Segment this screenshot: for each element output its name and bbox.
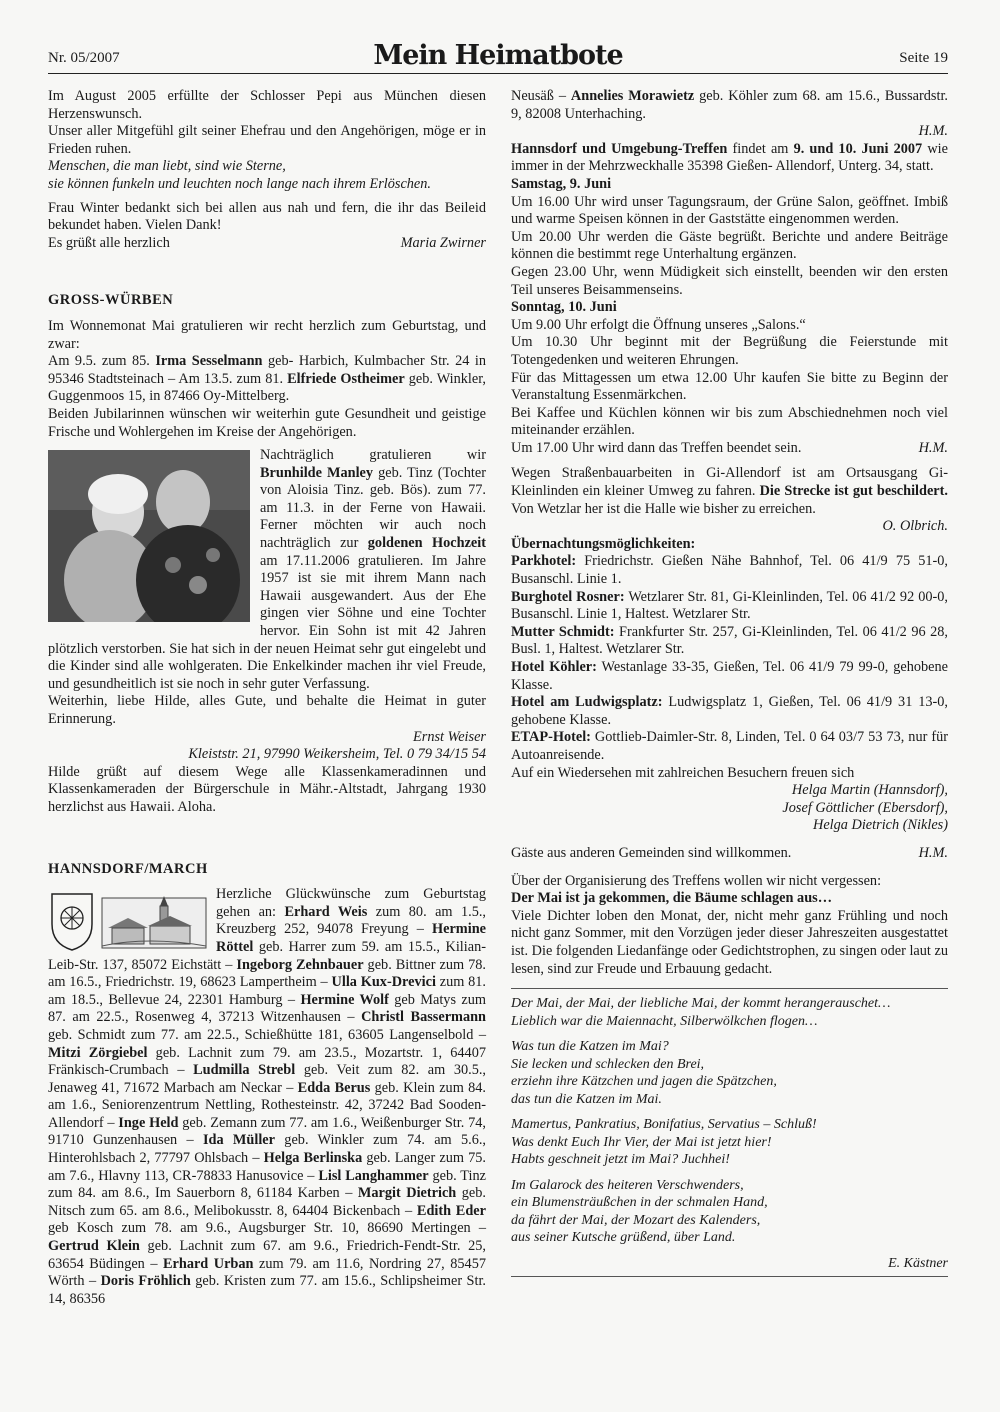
hotel-item (511, 589, 948, 624)
page-number: Seite 19 (899, 50, 948, 66)
poem-line: Der Mai, der Mai, der liebliche Mai, der kommt herangerauschet… (511, 996, 891, 1012)
paragraph: Wegen Straßenbauarbeiten in Gi-Allendorf ist am Ortsausgang Gi-Kleinlinden ein kleiner Umweg zu fahren. Die Strecke ist gut beschildert. Von Wetzlar her ist die Halle wie bisher zu erreichen. (511, 465, 948, 517)
poem-line: Habts geschneit jetzt im Mai? Juchhei! (511, 1152, 730, 1168)
greeting: Es grüßt alle herzlich (48, 234, 170, 251)
hotel-item (511, 729, 948, 764)
birthday-detail: geb. Nitsch zum 65. am 8.6., Melibokusstr. 8, 64404 Bickenbach – (48, 1185, 486, 1219)
coat-of-arms-icon (48, 888, 208, 952)
paragraph: Viele Dichter loben den Monat, der, nicht mehr ganz Frühling und noch nicht ganz Sommer, mit den Vorzügen jeder dieser Jahreszeiten ausgestattet ist. Die folgenden Liedanfänge oder Gedichtstrophen, zu singen oder laut zu lesen, sind zur Freude und Erbauung gedacht. (511, 907, 948, 977)
birthday-detail: geb. Tinz zum 84. am 8.6., Im Sauerborn 8, 61184 Karben – (48, 1167, 487, 1202)
birthday-detail: zum 80. am 1.5., Kreuzberg 252, 94078 Freyung – (216, 903, 486, 938)
signature: Ernst Weiser (413, 728, 486, 745)
hotel-item (511, 553, 948, 588)
poem-line: Was denkt Euch Ihr Vier, der Mai ist jetzt hier! (511, 1134, 772, 1150)
person-name: Gertrud Klein (48, 1238, 140, 1255)
person-name: Ingeborg Zehnbauer (236, 956, 364, 973)
poem-line: Mamertus, Pankratius, Bonifatius, Servatius – Schluß! (511, 1117, 817, 1133)
section-heading: HANNSDORF/MARCH (48, 860, 208, 877)
paragraph: Weiterhin, liebe Hilde, alles Gute, und behalte die Heimat in guter Erinnerung. (48, 693, 486, 727)
schedule-item: Um 16.00 Uhr wird unser Tagungsraum, der Grüne Salon, geöffnet. Imbiß und warme Speisen können in der Gaststätte eingenommen werden. (511, 193, 948, 228)
person-name: Edda Berus (297, 1079, 371, 1096)
person-name: Hermine Wolf (300, 991, 389, 1008)
birthday-detail: zum 79. am 11.6, Nordring 27, 85457 Wörth – (48, 1255, 486, 1290)
signature-line: Um 17.00 Uhr wird dann das Treffen beendet sein. H.M. (511, 439, 948, 456)
paragraph: Im Wonnemonat Mai gratulieren wir recht herzlich zum Geburtstag, und zwar: (48, 317, 486, 352)
person-name: Erhard Weis (284, 903, 368, 920)
signature: Helga Dietrich (Nikles) (813, 817, 948, 834)
left-column (48, 88, 486, 1308)
paragraph: Über der Organisierung des Treffens wollen wir nicht vergessen: (511, 872, 882, 889)
hotel-item (511, 659, 948, 694)
birthday-detail: geb. Lachnit zum 67. am 9.6., Friedrich-Fendt-Str. 25, 63654 Büdingen – (48, 1238, 486, 1272)
schedule-item: Gegen 23.00 Uhr, wenn Müdigkeit sich einstellt, beenden wir den ersten Teil unseres Beisammenseins. (511, 263, 948, 298)
hotel-name: Hotel am Ludwigsplatz: (511, 694, 663, 711)
poem-line: da fährt der Mai, der Mozart des Kalenders, (511, 1212, 761, 1228)
person-name: Christl Bassermann (361, 1009, 486, 1026)
hotel-name: Parkhotel: (511, 553, 577, 570)
event-title: Hannsdorf und Umgebung-Treffen (511, 140, 728, 157)
quote-line: Menschen, die man liebt, sind wie Sterne, (48, 158, 286, 175)
paragraph: Am 9.5. zum 85. Irma Sesselmann geb- Harbich, Kulmbacher Str. 24 in 95346 Stadtsteinach – Am 13.5. zum 81. Elfriede Ostheimer geb. Winkler, Guggenmoos 15, in 87466 Oy-Mittelberg. (48, 353, 486, 405)
address: Kleiststr. 21, 97990 Weikersheim, Tel. 0 79 34/15 54 (188, 746, 486, 763)
hotel-detail: Ludwigsplatz 1, Gießen, Tel. 06 41/9 31 13-0, gehobene Klasse. (511, 694, 948, 728)
paragraph: Hannsdorf und Umgebung-Treffen findet am 9. und 10. Juni 2007 wie immer in der Mehrzweckhalle 35398 Gießen- Allendorf, Unterg. 34, statt. (511, 140, 948, 175)
poem-line: das tun die Katzen im Mai. (511, 1091, 662, 1107)
person-name: Ida Müller (202, 1132, 275, 1149)
hotel-list (511, 553, 948, 764)
day-heading: Samstag, 9. Juni (511, 175, 612, 192)
masthead-title: Mein Heimatbote (373, 40, 623, 71)
signature: Maria Zwirner (400, 234, 486, 251)
schedule-item: Bei Kaffee und Küchlen können wir bis zum Abschiednehmen noch viel miteinander erzählen. (511, 404, 948, 439)
birthday-detail: geb. Klein zum 84. am 1.6., Seniorenzentrum Nettling, Rothesteinstr. 42, 37242 Bad Sooden-Allendorf – (48, 1079, 486, 1131)
poem-line: Sie lecken und schlecken den Brei, (511, 1056, 705, 1072)
paragraph: Unser aller Mitgefühl gilt seiner Ehefrau und den Angehörigen, möge er in Frieden ruhen. (48, 123, 486, 157)
birthday-detail: geb. Langer zum 75. am 7.6., Hlavny 113, CR-78833 Hanusovice – (48, 1150, 486, 1184)
poem-stanza (511, 1116, 948, 1169)
birthday-detail: geb Kosch zum 78. am 9.6., Augsburger Str. 10, 86690 Mertingen – (48, 1220, 486, 1237)
hotel-detail: Gottlieb-Daimler-Str. 8, Linden, Tel. 0 64 03/7 53 73, nur für Autoanreisende. (511, 729, 948, 763)
poem-line: Was tun die Katzen im Mai? (511, 1039, 669, 1055)
poem-line: Lieblich war die Maiennacht, Silberwölkchen flogen… (511, 1013, 818, 1029)
event-dates: 9. und 10. Juni 2007 (793, 140, 923, 157)
schedule-item: Für das Mittagessen um etwa 12.00 Uhr kaufen Sie bitte zu Beginn der Veranstaltung Essenmärkchen. (511, 369, 948, 404)
paragraph: Neusäß – Annelies Morawietz geb. Köhler zum 68. am 15.6., Bussardstr. 9, 82008 Unterhaching. (511, 88, 948, 122)
person-name: Mitzi Zörgiebel (48, 1044, 148, 1061)
person-name: Hermine Röttel (216, 921, 486, 955)
signature: E. Kästner (888, 1255, 948, 1271)
birthday-detail: geb. Harrer zum 59. am 15.5., Kilian-Leib-Str. 137, 85072 Eichstätt – (48, 938, 486, 973)
person-name: Brunhilde Manley (260, 464, 374, 481)
paragraph: Herzliche Glückwünsche zum Geburtstag gehen an: Erhard Weis zum 80. am 1.5., Kreuzberg 252, 94078 Freyung – Hermine Röttel geb. Harrer zum 59. am 15.5., Kilian-Leib-Str. 137, 85072 Eichstätt – Ingeborg Zehnbauer geb. Bittner zum 78. am 16.5., Friedrichstr. 19, 68623 Lampertheim – Ulla Kux-Drevici zum 81. am 18.5., Bellevue 24, 22301 Hamburg – Hermine Wolf geb Matys zum 87. am 22.5., Rosenweg 4, 37213 Witzenhausen – Christl Bassermann geb. Schmidt zum 77. am 22.5., Schießhütte 181, 63605 Langenselbold – Mitzi Zörgiebel geb. Lachnit zum 79. am 23.5., Mozartstr. 1, 64407 Fränkisch-Crumbach – Ludmilla Strebl geb. Veit zum 82. am 30.5., Jenaweg 41, 71672 Marbach am Neckar – Edda Berus geb. Klein zum 84. am 1.6., Seniorenzentrum Nettling, Rothesteinstr. 42, 37242 Bad Sooden-Allendorf – Inge Held geb. Zemann zum 77. am 1.6., Weißenburger Str. 74, 91710 Gunzenhausen – Ida Müller geb. Winkler zum 74. am 5.6., Hinterohlsbach 2, 77797 Ohlsbach – Helga Berlinska geb. Langer zum 75. am 7.6., Hlavny 113, CR-78833 Hanusovice – Lisl Langhammer geb. Tinz zum 84. am 8.6., Im Sauerborn 8, 61184 Karben – Margit Dietrich geb. Nitsch zum 65. am 8.6., Melibokusstr. 8, 64404 Bickenbach – Edith Eder geb Kosch zum 78. am 9.6., Augsburger Str. 10, 86690 Mertingen – Gertrud Klein geb. Lachnit zum 67. am 9.6., Friedrich-Fendt-Str. 25, 63654 Büdingen – Erhard Urban zum 79. am 11.6, Nordring 27, 85457 Wörth – Doris Fröhlich geb. Kristen zum 77. am 15.6., Schlipsheimer Str. 14, 86356 (48, 886, 487, 1307)
issue-number: Nr. 05/2007 (48, 50, 120, 66)
person-name: Ludmilla Strebl (193, 1062, 296, 1079)
hotel-name: Burghotel Rosner: (511, 588, 625, 605)
person-name: Ulla Kux-Drevici (331, 974, 436, 991)
signature: H.M. (918, 123, 948, 140)
couple-photo-icon (48, 450, 250, 622)
poem-line: aus seiner Kutsche grüßend, über Land. (511, 1230, 736, 1246)
birthday-detail: geb Matys zum 87. am 22.5., Rosenweg 4, 37213 Witzenhausen – (48, 991, 486, 1026)
birthday-detail: geb. Bittner zum 78. am 16.5., Friedrichstr. 19, 68623 Lampertheim – (48, 956, 486, 991)
couple-photo (48, 450, 250, 622)
paragraph: Frau Winter bedankt sich bei allen aus nah und fern, die ihr das Beileid bekundet haben. Vielen Dank! (48, 199, 486, 234)
birthday-detail: zum 81. am 18.5., Bellevue 24, 22301 Hamburg – (48, 974, 487, 1008)
schedule-item: Um 9.00 Uhr erfolgt die Öffnung unseres „Salons.“ (511, 316, 806, 333)
hotel-detail: Westanlage 33-35, Gießen, Tel. 06 41/9 79 99-0, gehobene Klasse. (511, 659, 948, 693)
signature: H.M. (918, 439, 948, 456)
person-name: Helga Berlinska (263, 1150, 363, 1167)
poem-stanza (511, 1038, 948, 1108)
sunday-schedule (511, 317, 948, 440)
signature-line (48, 235, 486, 253)
paragraph: Hilde grüßt auf diesem Wege alle Klassenkameradinnen und Klassenkameraden der Bürgerschule in Mähr.-Altstadt, Jahrgang 1930 herzlichst aus Hawaii. Aloha. (48, 763, 486, 815)
birthday-detail: geb. Schmidt zum 77. am 22.5., Schießhütte 181, 63605 Langenselbold – (48, 1026, 486, 1043)
section-heading: GROSS-WÜRBEN (48, 292, 174, 309)
person-name: Margit Dietrich (357, 1185, 457, 1202)
birthday-detail: geb. Zemann zum 77. am 1.6., Weißenburger Str. 74, 91710 Gunzenhausen – (48, 1114, 486, 1149)
hotel-detail: Friedrichstr. Gießen Nähe Bahnhof, Tel. 06 41/9 75 51-0, Busanschl. Linie 1. (511, 553, 948, 588)
song-title: Der Mai ist ja gekommen, die Bäume schlagen aus… (511, 890, 833, 907)
paragraph: Nachträglich gratulieren wir Brunhilde Manley geb. Tinz (Tochter von Aloisia Tinz. geb. Bös). zum 77. am 11.3. in der Ferne von Hawaii. Ferner möchten wir auch noch nachträglich zur goldenen Hochzeit am 17.11.2006 gratulieren. Im Jahre 1957 ist sie mit ihrem Mann nach Hawaii ausgewandert. Aus der Ehe gingen vier Söhne und eine Tochter hervor. Ein Sohn ist mit 42 Jahren plötzlich verstorben. Sie hat sich in der neuen Heimat sehr gut eingelebt und die Kinder sind alle wohlgeraten. Die Enkelkinder machen ihr viel Freude, und gesundheitlich ist sie noch in sehr guter Verfassung. (48, 447, 486, 692)
signature: Helga Martin (Hannsdorf), (791, 782, 948, 799)
poem-line: erziehn ihre Kätzchen und jagen die Spätzchen, (511, 1074, 777, 1090)
hotel-name: ETAP-Hotel: (511, 729, 591, 746)
page-header (48, 40, 948, 72)
highlight: Die Strecke ist gut beschildert. (759, 483, 948, 500)
person-name: Annelies Morawietz (570, 88, 695, 104)
hotel-detail: Wetzlarer Str. 81, Gi-Kleinlinden, Tel. 06 41/2 92 00-0, Busanschl. Linie 1, Haltest. Wetzlarer Str. (511, 588, 948, 623)
anniversary: goldenen Hochzeit (367, 535, 486, 552)
schedule-item: Um 10.30 Uhr beginnt mit der Begrüßung die Feierstunde mit Totengedenken und weiteren Ehrungen. (511, 334, 948, 368)
signature: Josef Göttlicher (Ebersdorf), (782, 799, 948, 816)
birthday-detail: geb. Kristen zum 77. am 15.6., Schlipsheimer Str. 14, 86356 (48, 1273, 486, 1307)
hotel-item (511, 624, 948, 659)
hotel-name: Mutter Schmidt: (511, 623, 615, 640)
hotel-name: Hotel Köhler: (511, 659, 597, 675)
paragraph: Auf ein Wiedersehen mit zahlreichen Besuchern freuen sich (511, 764, 855, 781)
header-divider (48, 73, 948, 74)
crest-village-illustration (48, 888, 208, 952)
section-heading: Übernachtungsmöglichkeiten: (511, 535, 696, 552)
person-name: Erhard Urban (162, 1255, 254, 1272)
poem-line: ein Blumensträußchen in der schmalen Hand, (511, 1195, 768, 1211)
person-name: Irma Sesselmann (155, 353, 263, 370)
poem-box (511, 988, 948, 1277)
hotel-item (511, 694, 948, 729)
hotel-detail: Frankfurter Str. 257, Gi-Kleinlinden, Tel. 06 41/2 96 28, Busl. 1, Haltest. Wetzlarer Str. (511, 623, 948, 658)
birthday-detail: geb. Winkler zum 74. am 5.6., Hinterohlsbach 2, 77797 Ohlsbach – (48, 1132, 486, 1167)
poem-stanza (511, 1177, 948, 1247)
person-name: Inge Held (118, 1114, 179, 1131)
poem-stanza (511, 995, 948, 1030)
poem-line: Im Galarock des heiteren Verschwenders, (511, 1177, 744, 1193)
schedule-item: Um 20.00 Uhr werden die Gäste begrüßt. Berichte und andere Beiträge können die bestimmt rege Unterhaltung ergänzen. (511, 228, 948, 263)
signature: H.M. (918, 844, 948, 861)
birthday-detail: geb. Lachnit zum 79. am 23.5., Mozartstr. 1, 64407 Fränkisch-Crumbach – (48, 1044, 486, 1079)
day-heading: Sonntag, 10. Juni (511, 299, 617, 316)
person-name: Edith Eder (416, 1202, 486, 1219)
right-column (511, 88, 948, 1277)
quote-line: sie können funkeln und leuchten noch lange nach ihrem Erlöschen. (48, 175, 431, 192)
saturday-schedule (511, 194, 948, 300)
paragraph: Beiden Jubilarinnen wünschen wir weiterhin gute Gesundheit und geistige Frische und Wohlergehen im Kreise der Angehörigen. (48, 405, 486, 440)
birthday-detail: geb. Veit zum 82. am 30.5., Jenaweg 41, 71672 Marbach am Neckar – (48, 1062, 487, 1096)
person-name: Elfriede Ostheimer (287, 370, 405, 387)
signature-line: Gäste aus anderen Gemeinden sind willkommen. H.M. (511, 844, 948, 861)
paragraph: Im August 2005 erfüllte der Schlosser Pepi aus München diesen Herzenswunsch. (48, 88, 486, 122)
person-name: Doris Fröhlich (100, 1273, 191, 1290)
signature: O. Olbrich. (882, 518, 948, 535)
person-name: Lisl Langhammer (318, 1167, 429, 1184)
